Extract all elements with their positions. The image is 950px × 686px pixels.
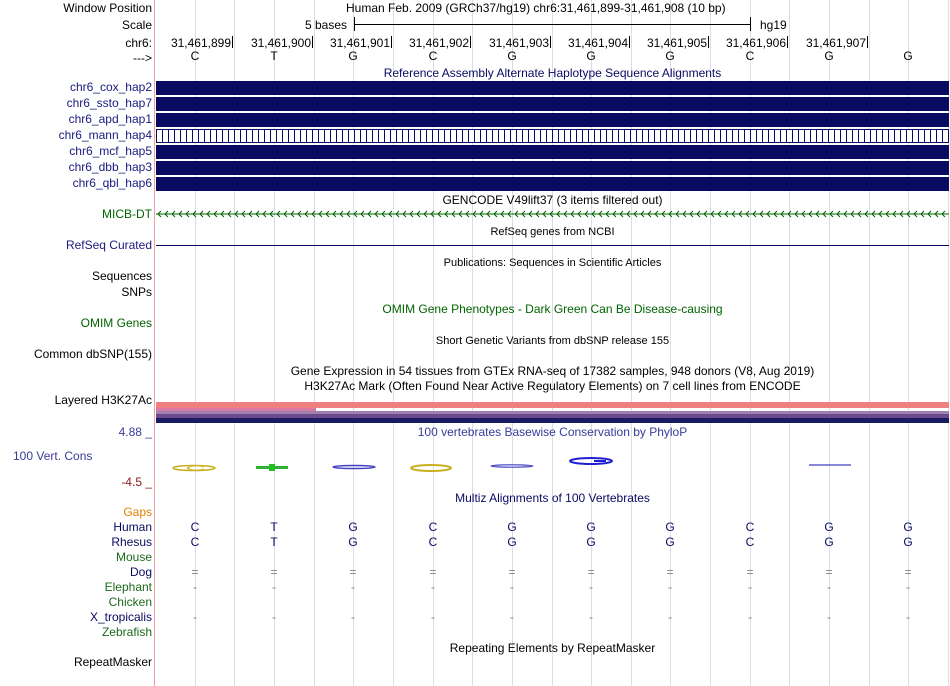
alignment-base: - (827, 580, 831, 594)
publications-track-title: Publications: Sequences in Scientific Articles (443, 257, 662, 269)
alignment-base: C (745, 535, 755, 549)
alignment-base: = (825, 565, 833, 579)
h3k27ac-signal[interactable] (156, 402, 949, 423)
alignment-base: G (348, 520, 358, 534)
logo-mark-4 (411, 465, 451, 471)
refseq-curated-label[interactable]: RefSeq Curated (65, 238, 152, 252)
alignment-base: = (349, 565, 357, 579)
alignment-base: - (668, 610, 672, 624)
haplotype-alignment-bar[interactable] (156, 145, 949, 159)
alignment-base: G (665, 535, 675, 549)
conservation-ymin: -4.5 _ (121, 475, 152, 489)
alignment-base: C (745, 520, 755, 534)
alignment-base: - (272, 580, 276, 594)
species-label-elephant[interactable]: Elephant (104, 580, 152, 594)
chrom-label: chr6: (125, 36, 152, 50)
alignment-base: - (351, 610, 355, 624)
conservation-ymax: 4.88 _ (118, 425, 152, 439)
haplotype-label-chr6_apd_hap1[interactable]: chr6_apd_hap1 (68, 112, 152, 126)
logo-mark-2b (269, 464, 275, 471)
alignment-base: G (903, 535, 913, 549)
alignment-base: - (748, 580, 752, 594)
alignment-base: = (270, 565, 278, 579)
position-tick-mark (550, 36, 551, 48)
scale-bases-text: 5 bases (305, 18, 348, 32)
alignment-base: T (270, 520, 278, 534)
alignment-base: - (827, 610, 831, 624)
alignment-base: G (586, 535, 596, 549)
refseq-gene-line[interactable] (156, 245, 949, 246)
haplotype-label-chr6_dbb_hap3[interactable]: chr6_dbb_hap3 (68, 160, 152, 174)
species-label-rhesus[interactable]: Rhesus (111, 535, 152, 549)
alignment-base: G (824, 520, 834, 534)
haplotype-alignment-bar[interactable] (156, 177, 949, 191)
repeatmasker-label[interactable]: RepeatMasker (73, 655, 152, 669)
h3k27ac-layer-dark (156, 418, 949, 423)
scale-bar-left-cap (354, 17, 355, 31)
alignment-base: C (190, 535, 200, 549)
position-tick-label: 31,461,902 (408, 36, 469, 50)
sequence-base: G (586, 49, 596, 63)
alignment-base: G (586, 520, 596, 534)
gencode-item-label[interactable]: MICB-DT (102, 207, 152, 221)
alignment-base: - (431, 610, 435, 624)
position-tick-mark (232, 36, 233, 48)
refseq-track-title: RefSeq genes from NCBI (490, 226, 615, 238)
position-tick-label: 31,461,906 (725, 36, 786, 50)
alignment-base: G (507, 535, 517, 549)
haplotype-label-chr6_cox_hap2[interactable]: chr6_cox_hap2 (69, 80, 152, 94)
alignment-base: - (272, 610, 276, 624)
haplotype-label-chr6_qbl_hap6[interactable]: chr6_qbl_hap6 (72, 176, 152, 190)
alignment-base: G (507, 520, 517, 534)
alignment-base: - (351, 580, 355, 594)
haplotype-alignment-bar[interactable] (156, 161, 949, 175)
alignment-base: C (428, 535, 438, 549)
position-tick-mark (787, 36, 788, 48)
haplotype-alignment-bar[interactable] (156, 81, 949, 95)
position-tick-label: 31,461,907 (805, 36, 866, 50)
sequence-base: G (903, 49, 913, 63)
alignment-base: G (903, 520, 913, 534)
haplotype-alignment-bar[interactable] (156, 129, 949, 143)
alignment-base: = (587, 565, 595, 579)
position-tick-label: 31,461,903 (488, 36, 549, 50)
alignment-base: T (270, 535, 278, 549)
position-tick-label: 31,461,904 (567, 36, 628, 50)
alignment-base: C (190, 520, 200, 534)
h3k27ac-track-title: H3K27Ac Mark (Often Found Near Active Regulatory Elements) on 7 cell lines from ENCODE (304, 379, 801, 393)
species-label-human[interactable]: Human (113, 520, 152, 534)
logo-base-c-1: C (185, 465, 206, 472)
alt-haplotype-track-title: Reference Assembly Alternate Haplotype Sequence Alignments (383, 66, 722, 80)
sequence-base: G (348, 49, 358, 63)
position-tick-mark (470, 36, 471, 48)
alignment-base: - (431, 580, 435, 594)
alignment-base: - (589, 580, 593, 594)
gencode-track-title: GENCODE V49lift37 (3 items filtered out) (442, 193, 663, 207)
alignment-base: = (429, 565, 437, 579)
alignment-base: - (193, 580, 197, 594)
sequence-base: C (745, 49, 755, 63)
conservation-track-title: 100 vertebrates Basewise Conservation by PhyloP (417, 425, 688, 439)
h3k27ac-label[interactable]: Layered H3K27Ac (54, 393, 152, 407)
conservation-label[interactable]: 100 Vert. Cons (13, 449, 93, 463)
alignment-base: = (904, 565, 912, 579)
position-tick-mark (867, 36, 868, 48)
sequence-base: G (824, 49, 834, 63)
haplotype-label-chr6_mcf_hap5[interactable]: chr6_mcf_hap5 (69, 144, 152, 158)
window-position-text: Human Feb. 2009 (GRCh37/hg19) chr6:31,461,899-31,461,908 (10 bp) (346, 1, 726, 15)
multiz-track-title: Multiz Alignments of 100 Vertebrates (455, 491, 650, 505)
species-label-chicken[interactable]: Chicken (108, 595, 152, 609)
alignment-base: - (906, 610, 910, 624)
dbsnp-label[interactable]: Common dbSNP(155) (33, 347, 152, 361)
alignment-base: G (665, 520, 675, 534)
species-label-zebrafish[interactable]: Zebrafish (101, 625, 152, 639)
alignment-base: = (191, 565, 199, 579)
conservation-logo-plot[interactable] (156, 455, 949, 475)
position-tick-mark (391, 36, 392, 48)
sequence-base: C (190, 49, 200, 63)
logo-mark-5 (491, 465, 533, 467)
gene-strand-arrows (156, 208, 949, 220)
position-tick-mark (312, 36, 313, 48)
haplotype-alignment-bar[interactable] (156, 97, 949, 111)
publications-sequences-label[interactable]: Sequences (91, 269, 152, 283)
alignment-base: - (589, 610, 593, 624)
logo-mark-3 (333, 466, 375, 469)
sequence-base: G (665, 49, 675, 63)
position-tick-label: 31,461,905 (646, 36, 707, 50)
alignment-base: - (193, 610, 197, 624)
haplotype-label-chr6_mann_hap4[interactable]: chr6_mann_hap4 (58, 128, 152, 142)
alignment-base: G (824, 535, 834, 549)
position-tick-label: 31,461,900 (250, 36, 311, 50)
alignment-base: - (668, 580, 672, 594)
repeatmasker-track-title: Repeating Elements by RepeatMasker (449, 641, 656, 655)
sequence-base: T (270, 49, 278, 63)
multiz-gaps-label[interactable]: Gaps (123, 505, 152, 519)
window-position-label: Window Position (63, 1, 152, 15)
alignment-base: = (746, 565, 754, 579)
gtex-track-title: Gene Expression in 54 tissues from GTEx RNA-seq of 17382 samples, 948 donors (V8, Aug 2019) (290, 364, 815, 378)
dbsnp-track-title: Short Genetic Variants from dbSNP release 155 (435, 335, 670, 347)
alignment-base: = (666, 565, 674, 579)
sequence-base: C (428, 49, 438, 63)
alignment-base: - (510, 610, 514, 624)
omim-genes-label[interactable]: OMIM Genes (80, 316, 152, 330)
micb-dt-gene-feature[interactable] (156, 208, 949, 220)
sequence-base: G (507, 49, 517, 63)
species-label-dog[interactable]: Dog (129, 565, 152, 579)
alignment-base: - (906, 580, 910, 594)
position-tick-label: 31,461,899 (170, 36, 231, 50)
scale-label: Scale (121, 18, 152, 32)
position-tick-mark (708, 36, 709, 48)
haplotype-label-chr6_ssto_hap7[interactable]: chr6_ssto_hap7 (66, 96, 152, 110)
omim-track-title: OMIM Gene Phenotypes - Dark Green Can Be Disease-causing (382, 302, 723, 316)
alignment-base: C (428, 520, 438, 534)
scale-bar (354, 24, 751, 25)
publications-snps-label[interactable]: SNPs (121, 285, 152, 299)
alignment-base: = (508, 565, 516, 579)
alignment-base: G (348, 535, 358, 549)
scale-bar-right-cap (750, 17, 751, 31)
position-tick-label: 31,461,901 (329, 36, 390, 50)
species-label-x_tropicalis[interactable]: X_tropicalis (89, 610, 152, 624)
species-label-mouse[interactable]: Mouse (115, 550, 152, 564)
position-tick-mark (629, 36, 630, 48)
strand-label: ---> (133, 51, 152, 65)
scale-assembly-text: hg19 (760, 18, 787, 32)
haplotype-alignment-bar[interactable] (156, 113, 949, 127)
alignment-base: - (510, 580, 514, 594)
alignment-base: - (748, 610, 752, 624)
